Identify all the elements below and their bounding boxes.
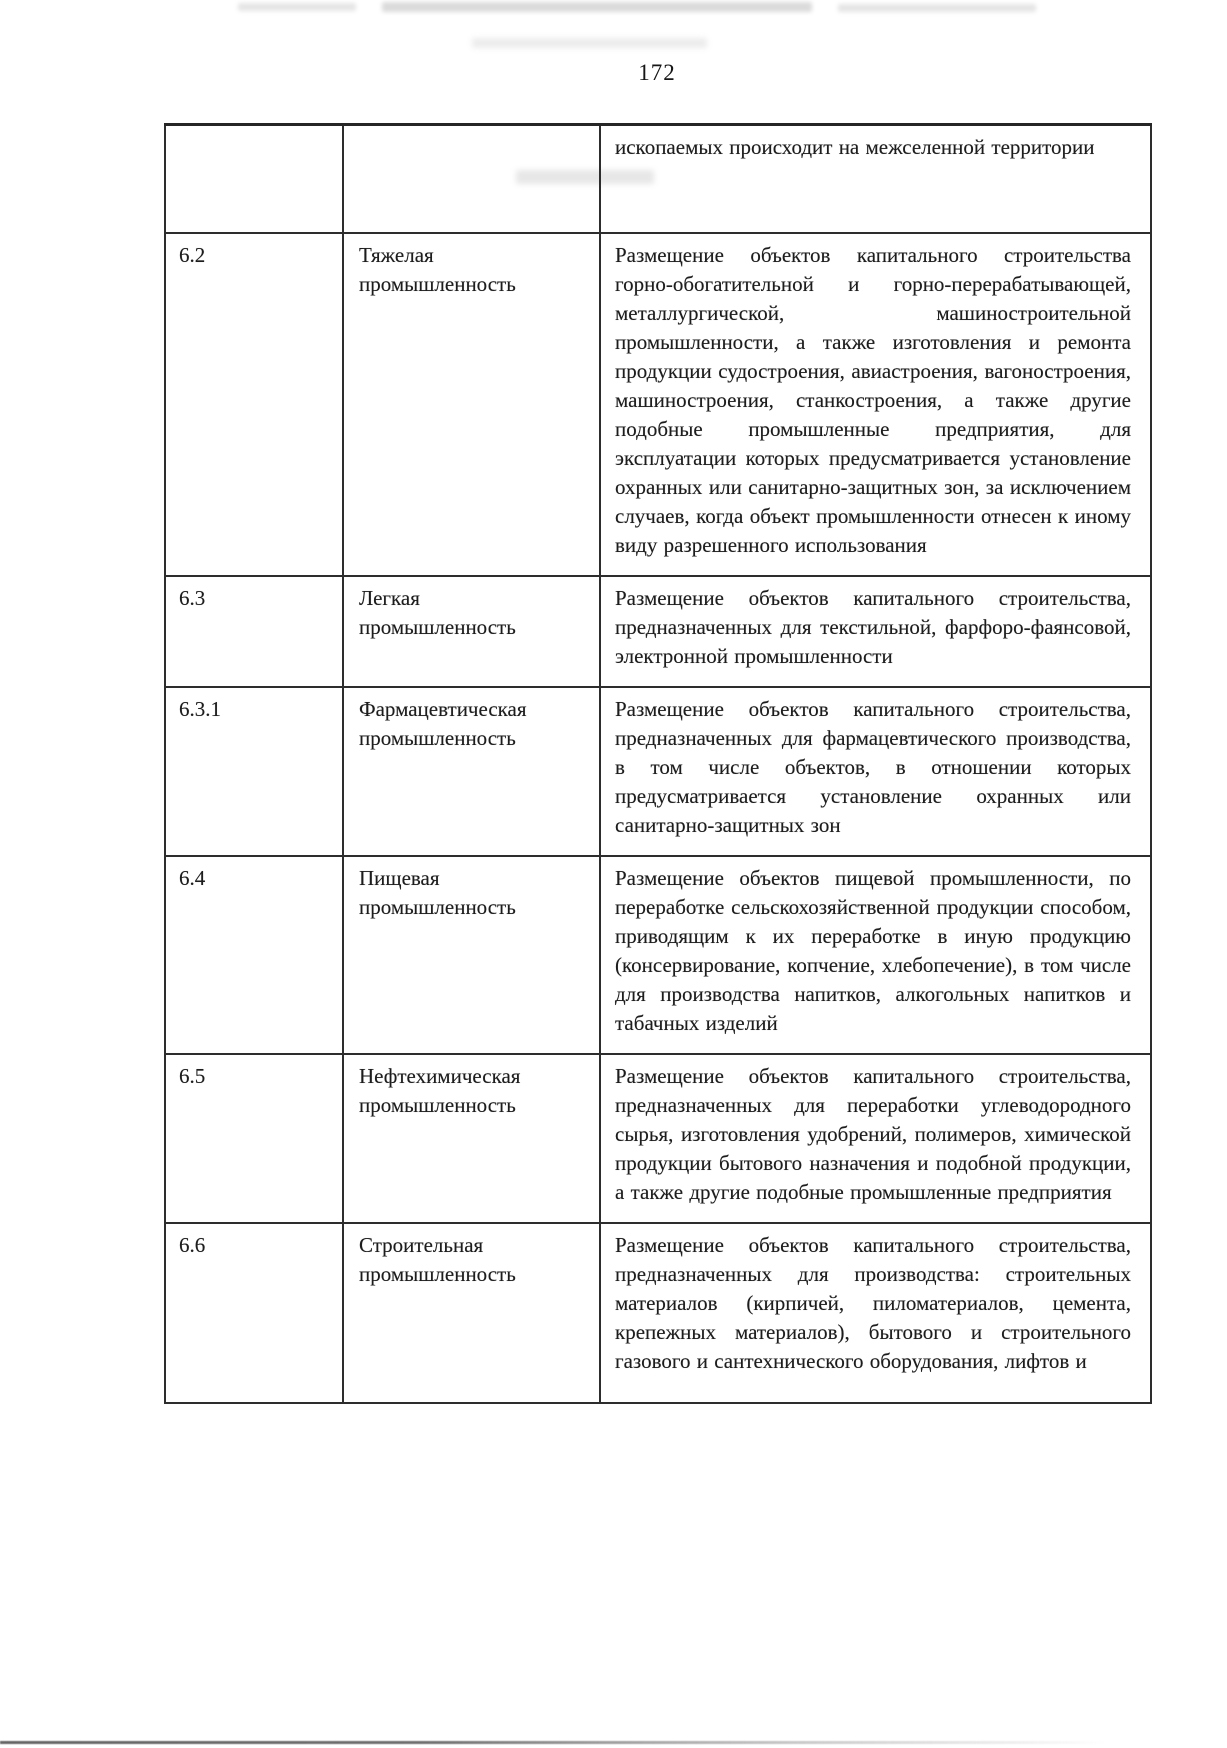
code-cell: 6.4	[165, 856, 343, 1054]
name-cell: Тяжелая промышленность	[343, 233, 600, 576]
name-cell: Пищевая промышленность	[343, 856, 600, 1054]
scan-artifact-top	[238, 3, 356, 11]
name-cell: Нефтехимическая промышленность	[343, 1054, 600, 1223]
scan-artifact-bottom-line	[0, 1741, 1105, 1744]
description-cell: Размещение объектов пищевой промышленности, по переработке сельскохозяйственной продукции способом, приводящим к их переработке в иную продукцию (консервирование, копчение, хлебопечение), в том числе для производства напитков, алкогольных напитков и табачных изделий	[600, 856, 1151, 1054]
scan-artifact-smudge	[472, 38, 707, 48]
land-use-table	[164, 123, 1152, 1404]
table-row-continuation	[165, 125, 1151, 234]
page-number: 172	[638, 60, 676, 85]
code-cell	[165, 125, 343, 234]
description-cell: Размещение объектов капитального строительства, предназначенных для переработки углеводородного сырья, изготовления удобрений, полимеров, химической продукции бытового назначения и подобной продукции, а также другие подобные промышленные предприятия	[600, 1054, 1151, 1223]
code-cell: 6.6	[165, 1223, 343, 1403]
description-cell: ископаемых происходит на межселенной территории	[600, 125, 1151, 234]
name-cell: Легкая промышленность	[343, 576, 600, 687]
name-cell: Фармацевтическая промышленность	[343, 687, 600, 856]
scan-artifact-top	[838, 4, 1036, 12]
table-row-6-3	[165, 576, 1151, 687]
table-row-6-2	[165, 233, 1151, 576]
name-cell	[343, 125, 600, 234]
code-cell: 6.5	[165, 1054, 343, 1223]
code-cell: 6.3	[165, 576, 343, 687]
table-row-6-5	[165, 1054, 1151, 1223]
description-cell: Размещение объектов капитального строительства, предназначенных для текстильной, фарфоро-фаянсовой, электронной промышленности	[600, 576, 1151, 687]
table-row-6-4	[165, 856, 1151, 1054]
description-cell: Размещение объектов капитального строительства, предназначенных для фармацевтического производства, в том числе объектов, в отношении которых предусматривается установление охранных или санитарно-защитных зон	[600, 687, 1151, 856]
table-row-6-6	[165, 1223, 1151, 1403]
name-cell: Строительная промышленность	[343, 1223, 600, 1403]
code-cell: 6.2	[165, 233, 343, 576]
description-cell: Размещение объектов капитального строительства горно-обогатительной и горно-перерабатывающей, металлургической, машиностроительной промышленности, а также изготовления и ремонта продукции судостроения, авиастроения, вагоностроения, машиностроения, станкостроения, а также другие подобные промышленные предприятия, для эксплуатации которых предусматривается установление охранных или санитарно-защитных зон, за исключением случаев, когда объект промышленности отнесен к иному виду разрешенного использования	[600, 233, 1151, 576]
scan-artifact-top	[382, 2, 812, 12]
description-cell: Размещение объектов капитального строительства, предназначенных для производства: строительных материалов (кирпичей, пиломатериалов, цемента, крепежных материалов), бытового и строительного газового и сантехнического оборудования, лифтов и	[600, 1223, 1151, 1403]
code-cell: 6.3.1	[165, 687, 343, 856]
table-row-6-3-1	[165, 687, 1151, 856]
